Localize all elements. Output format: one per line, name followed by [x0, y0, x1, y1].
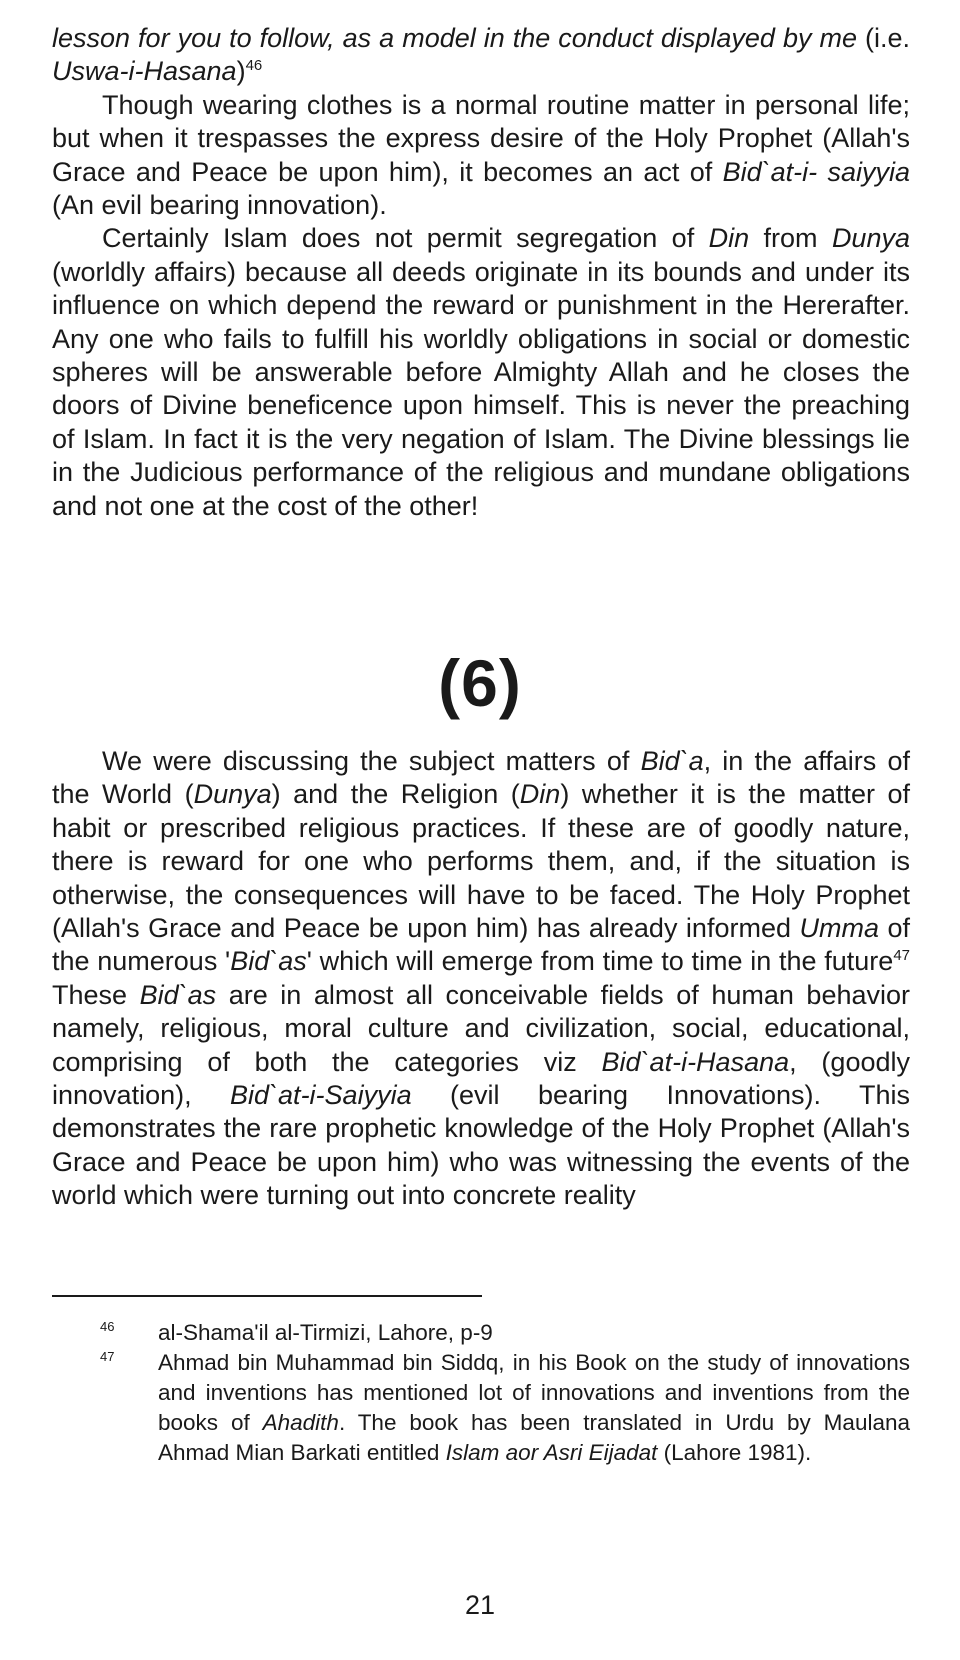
footnote-number: 47 [100, 1349, 115, 1364]
paragraph-bida-discussion: We were discussing the subject matters of Bid`a, in the affairs of the World (Dunya) and the Religion (Din) whether it is the matter of habit or prescribed religious practices. If these are of goodly nature, there is reward for one who performs them, and, if the situation is otherwise, the consequences will have to be faced. The Holy Prophet (Allah's Grace and Peace be upon him) has already informed Umma of the numerous 'Bid`as' which will emerge from time to time in the future$^{47}$ These Bid`as are in almost all conceivable fields of human behavior namely, religious, moral culture and civilization, social, educational, comprising of both the categories viz Bid`at-i-Hasana, (goodly innovation), Bid`at-i-Saiyyia (evil bearing Innovations). This demonstrates the rare prophetic knowledge of the Holy Prophet (Allah's Grace and Peace be upon him) who was witnessing the events of the world which were turning out into concrete reality [52, 746, 911, 1211]
body-text-section [52, 745, 910, 1213]
page-number: 21 [464, 1590, 496, 1620]
footnote-ref-47: 47 [893, 947, 910, 965]
paragraph-continuation: lesson for you to follow, as a model in the conduct displayed by me (i.e. Uswa-i-Hasana)$^{46}$ [52, 23, 910, 87]
footnote-46: 46 al-Shama'il al-Tirmizi, Lahore, p-9 [100, 1318, 910, 1348]
footnote-ref-46: 46 [245, 57, 263, 75]
footnote-47: 47 Ahmad bin Muhammad bin Siddq, in his Book on the study of innovations and inventions has mentioned lot of innovations and inventions from the books of Ahadith. The book has been translated in Urdu by Maulana Ahmad Mian Barkati entitled Islam aor Asri Eijadat (Lahore 1981). [100, 1348, 910, 1468]
section-heading: (6) [438, 646, 522, 720]
paragraph-clothes: Though wearing clothes is a normal routine matter in personal life; but when it trespasses the express desire of the Holy Prophet (Allah's Grace and Peace be upon him), it becomes an act of Bid`at-i- saiyyia (An evil bearing innovation). [52, 89, 910, 221]
paragraph-din-dunya: Certainly Islam does not permit segregation of Din from Dunya (worldly affairs) because all deeds originate in its bounds and under its influence on which depend the reward or punishment in the Hererafter. Any one who fails to fulfill his worldly obligations in social or domestic spheres will be answerable before Almighty Allah and he closes the doors of Divine beneficence upon himself. This is never the preaching of Islam. In fact it is the very negation of Islam. The Divine blessings lie in the Judicious performance of the religious and mundane obligations and not one at the cost of the other! [52, 223, 910, 521]
footnote-number: 46 [100, 1319, 115, 1334]
footnotes [100, 1318, 910, 1468]
body-text-top [52, 22, 910, 523]
footnote-divider [52, 1295, 482, 1297]
